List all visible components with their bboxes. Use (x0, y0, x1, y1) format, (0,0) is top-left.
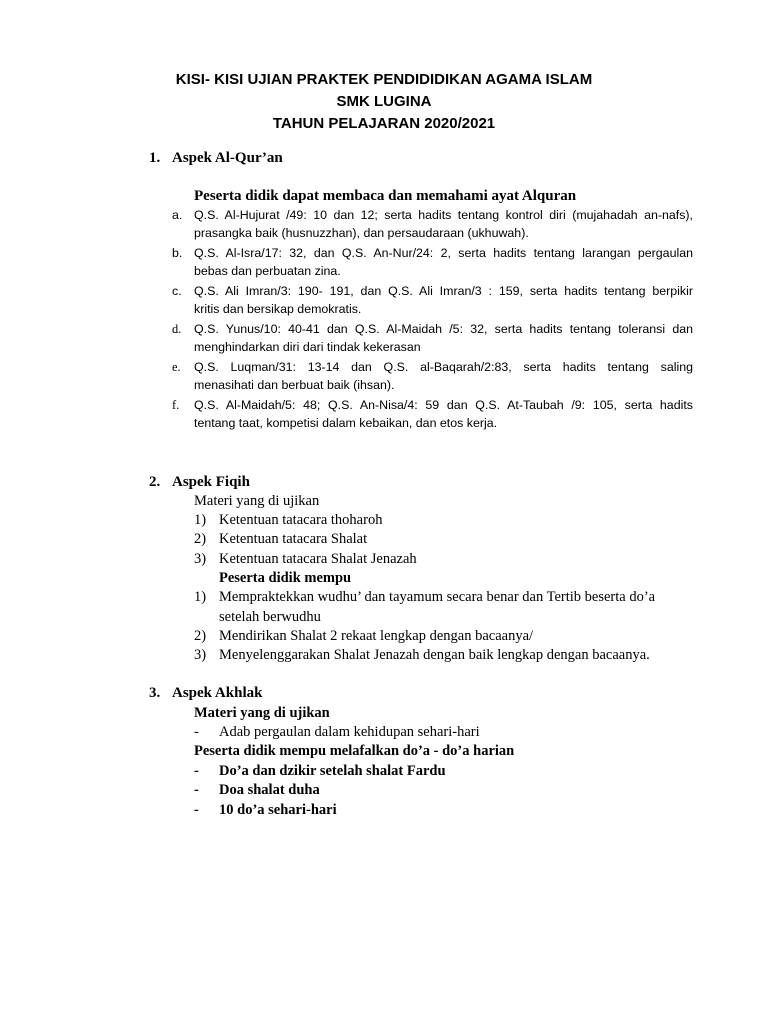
list-marker: - (194, 724, 199, 740)
section2-number: 2. (149, 474, 161, 490)
list-item-line: Q.S. Yunus/10: 40-41 dan Q.S. Al-Maidah /5: 32, serta hadits tentang toleransi dan (194, 322, 693, 336)
list-marker: 2) (194, 531, 207, 547)
list-item: Ketentuan tatacara Shalat (219, 531, 368, 547)
list-marker: b. (172, 246, 183, 260)
list-item: Ketentuan tatacara Shalat Jenazah (219, 551, 417, 567)
list-item: Doa shalat duha (219, 782, 320, 798)
list-item-line: menghindarkan diri dari tindak kekerasan (194, 340, 421, 354)
list-item: Mendirikan Shalat 2 rekaat lengkap dengan bacaanya/ (219, 628, 534, 644)
section1-intro: Peserta didik dapat membaca dan memahami ayat Alquran (194, 188, 577, 204)
list-item-line: setelah berwudhu (219, 609, 321, 625)
list-marker: d. (172, 322, 182, 336)
section3-materi-label: Materi yang di ujikan (194, 705, 330, 721)
list-item-line: Q.S. Luqman/31: 13-14 dan Q.S. al-Baqarah/2:83, serta hadits tentang saling (194, 360, 693, 374)
section1-number: 1. (149, 150, 161, 166)
list-item-line: kritis dan bersikap demokratis. (194, 302, 362, 316)
list-marker: - (194, 802, 199, 818)
list-item: Adab pergaulan dalam kehidupan sehari-hari (219, 724, 480, 740)
school-name: SMK LUGINA (336, 93, 432, 110)
section3-peserta-label: Peserta didik mempu melafalkan do’a - do’a harian (194, 743, 515, 759)
list-item-line: Q.S. Al-Isra/17: 32, dan Q.S. An-Nur/24: 2, serta hadits tentang larangan pergaulan (194, 246, 693, 260)
list-marker: 1) (194, 589, 207, 605)
list-marker: 2) (194, 628, 207, 644)
list-item-line: bebas dan perbuatan zina. (194, 264, 341, 278)
list-item-line: Q.S. Al-Hujurat /49: 10 dan 12; serta hadits tentang kontrol diri (mujahadah an-nafs), (194, 208, 693, 222)
section3-number: 3. (149, 685, 161, 701)
list-marker: f. (172, 398, 180, 412)
list-item-line: tentang taat, kompetisi dalam kebaikan, dan etos kerja. (194, 416, 498, 430)
list-marker: 1) (194, 512, 207, 528)
academic-year: TAHUN PELAJARAN 2020/2021 (272, 115, 496, 132)
list-item: 10 do’a sehari-hari (219, 802, 337, 818)
section1-title: Aspek Al-Qur’an (172, 150, 283, 166)
list-marker: - (194, 782, 199, 798)
list-item-line: Mempraktekkan wudhu’ dan tayamum secara benar dan Tertib beserta do’a (219, 589, 656, 605)
list-marker: 3) (194, 551, 207, 567)
list-item: Menyelenggarakan Shalat Jenazah dengan baik lengkap dengan bacaanya. (219, 647, 650, 663)
list-item: Ketentuan tatacara thoharoh (219, 512, 383, 528)
document-title: KISI- KISI UJIAN PRAKTEK PENDIDIDIKAN AGAMA ISLAM (175, 71, 593, 88)
list-item-line: menasihati dan berbuat baik (ihsan). (194, 378, 395, 392)
list-item: Do’a dan dzikir setelah shalat Fardu (219, 763, 446, 779)
section2-title: Aspek Fiqih (172, 474, 250, 490)
list-item-line: Q.S. Al-Maidah/5: 48; Q.S. An-Nisa/4: 59 dan Q.S. At-Taubah /9: 105, serta hadits (194, 398, 693, 412)
list-marker: 3) (194, 647, 207, 663)
list-marker: - (194, 763, 199, 779)
list-marker: a. (172, 208, 183, 222)
section2-peserta-label: Peserta didik mempu (219, 570, 352, 586)
section3-title: Aspek Akhlak (172, 685, 263, 701)
section2-materi-label: Materi yang di ujikan (194, 493, 320, 509)
list-marker: e. (172, 360, 181, 374)
list-marker: c. (172, 284, 182, 298)
list-item-line: Q.S. Ali Imran/3: 190- 191, dan Q.S. Ali Imran/3 : 159, serta hadits tentang berpikir (194, 284, 693, 298)
list-item-line: prasangka baik (husnuzzhan), dan persaudaraan (ukhuwah). (194, 226, 529, 240)
